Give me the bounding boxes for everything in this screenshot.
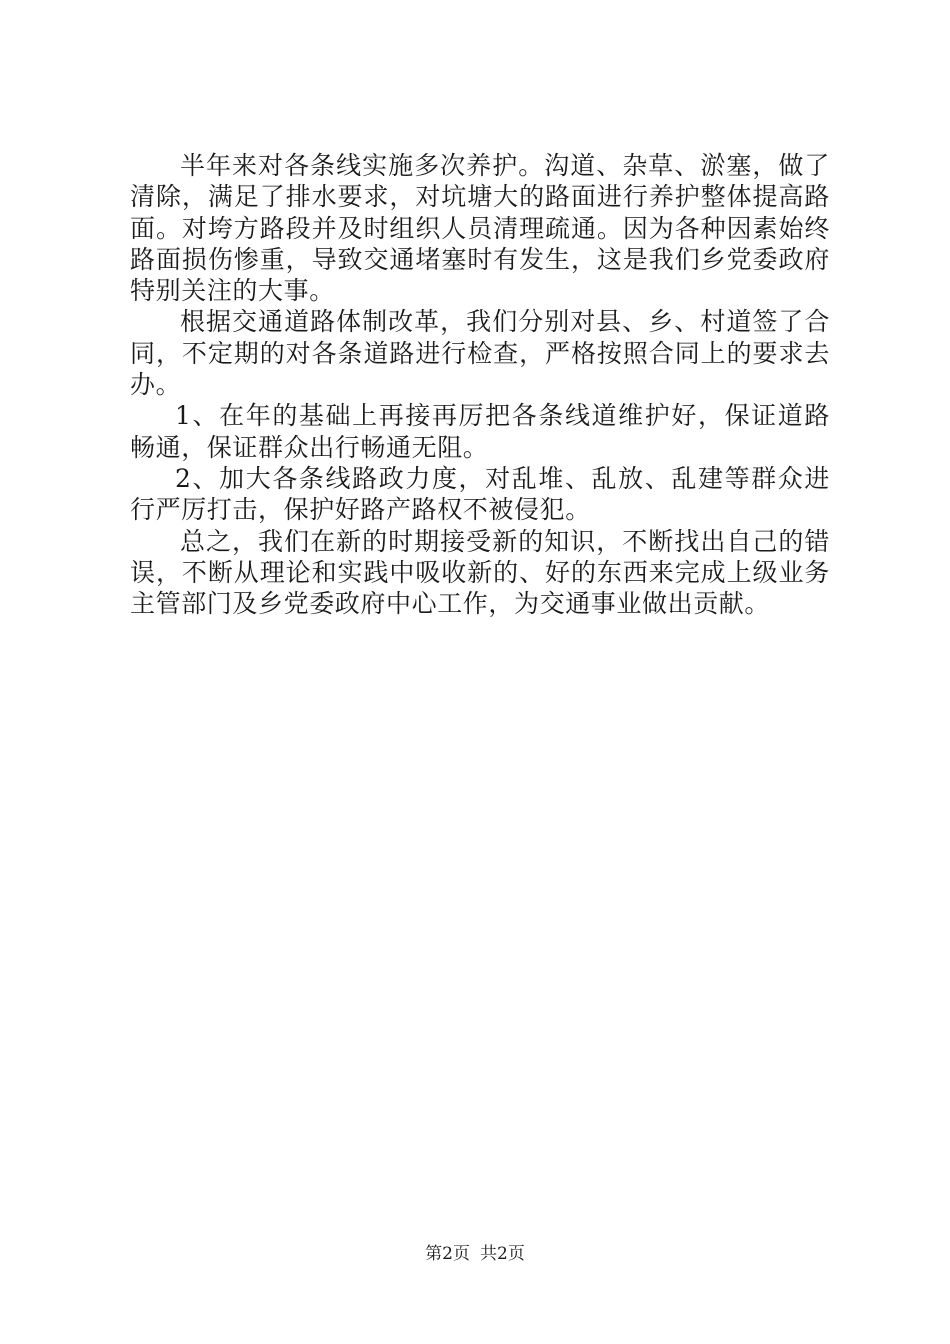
paragraph-conclusion: 总之，我们在新的时期接受新的知识，不断找出自己的错误，不断从理论和实践中吸收新的、好的东西来完成上级业务主管部门及乡党委政府中心工作，为交通事业做出贡献。 <box>130 526 830 619</box>
paragraph-reform: 根据交通道路体制改革，我们分别对县、乡、村道签了合同，不定期的对各条道路进行检查，严格按照合同上的要求去办。 <box>130 307 830 400</box>
paragraph-item-2: 2、加大各条线路政力度，对乱堆、乱放、乱建等群众进行严厉打击，保护好路产路权不被侵犯。 <box>130 463 830 525</box>
paragraph-item-1: 1、在年的基础上再接再厉把各条线道维护好，保证道路畅通，保证群众出行畅通无阻。 <box>130 401 830 462</box>
document-body <box>130 150 830 619</box>
page-number: 第2页 <box>425 1244 470 1264</box>
page-total: 共2页 <box>480 1244 525 1264</box>
page-footer <box>0 1243 950 1265</box>
paragraph-maintenance: 半年来对各条线实施多次养护。沟道、杂草、淤塞，做了清除，满足了排水要求，对坑塘大的路面进行养护整体提高路面。对垮方路段并及时组织人员清理疏通。因为各种因素始终路面损伤惨重，导致交通堵塞时有发生，这是我们乡党委政府特别关注的大事。 <box>130 151 830 306</box>
